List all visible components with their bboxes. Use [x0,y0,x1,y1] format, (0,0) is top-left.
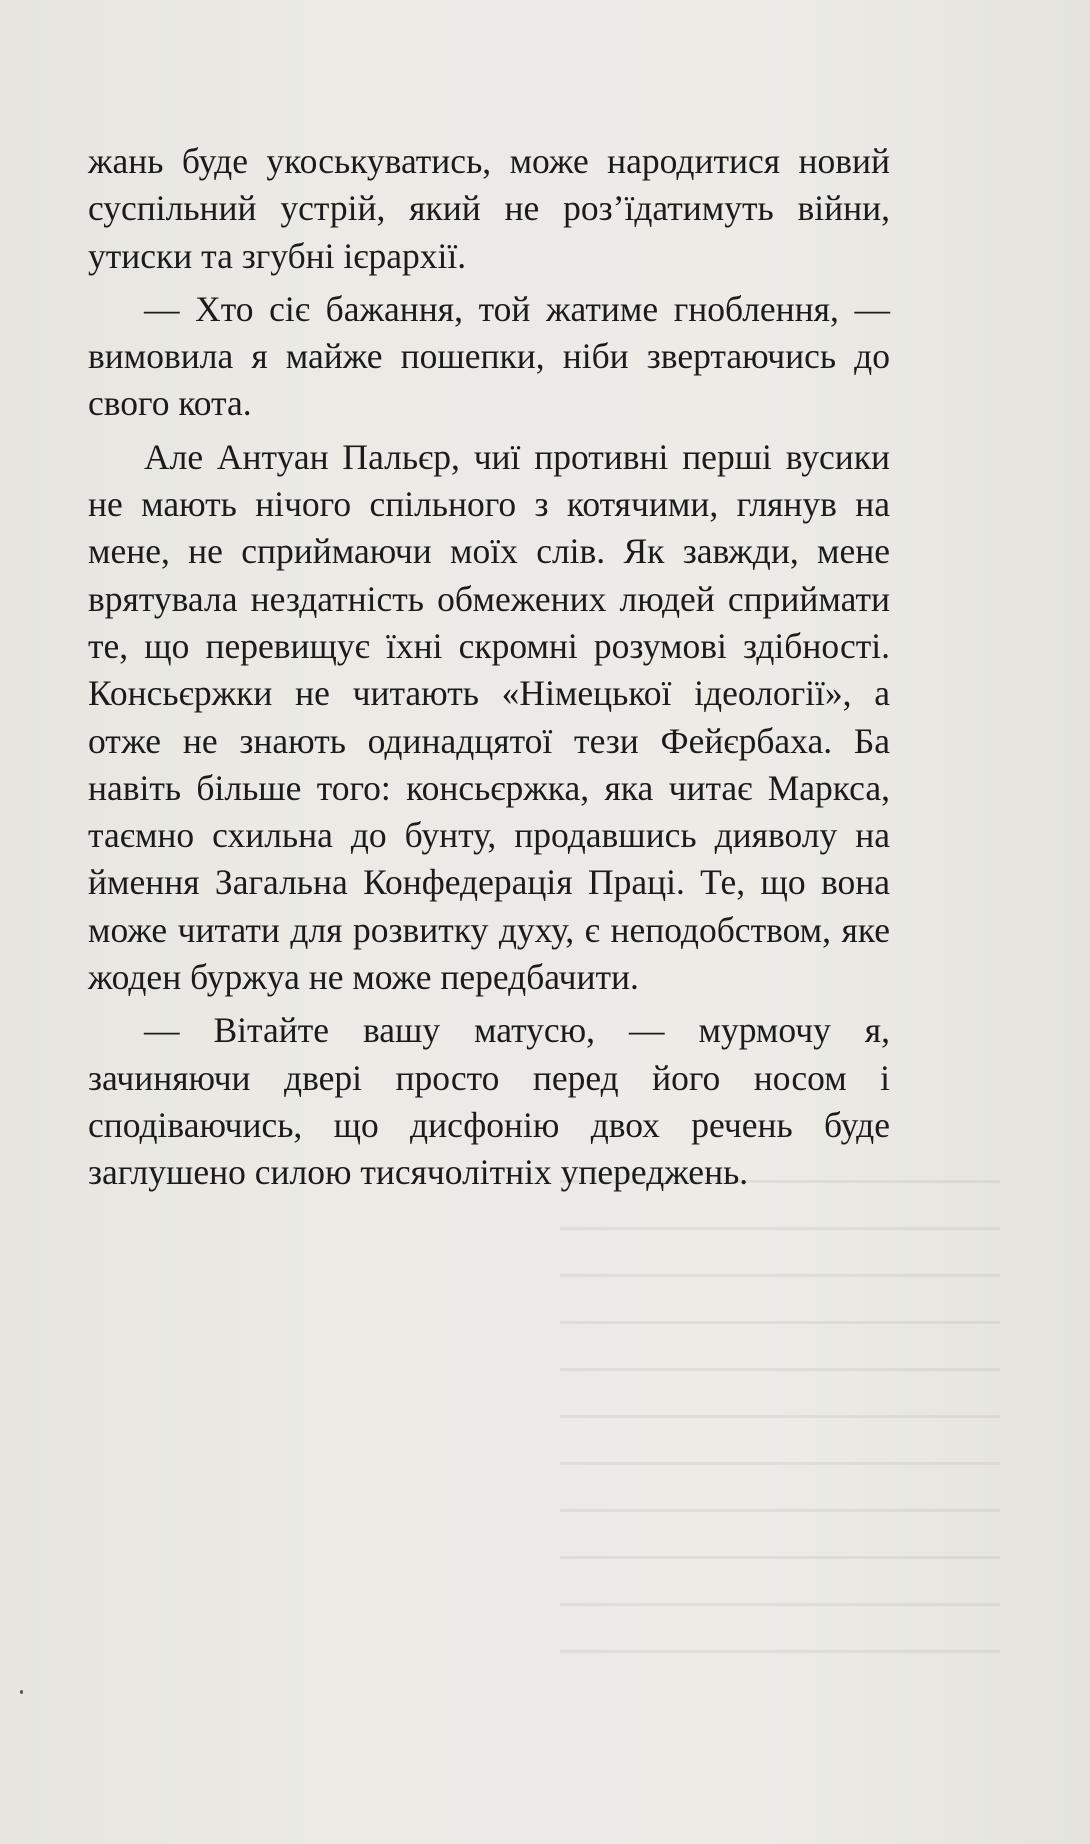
paragraph-4: — Вітайте вашу матусю, — мурмочу я, зачиняючи двері просто перед його носом і сподіваючись, що дисфонію двох речень буде заглушено силою тисячолітніх упереджень. [88,1010,890,1193]
body-text [88,138,890,1197]
paragraph-1: жань буде укоськуватись, може народитися новий суспільний устрій, який не роз’їдатимуть війни, утиски та згубні ієрархії. [88,141,890,276]
paper-speck [20,1690,23,1694]
paragraph-3: Але Антуан Пальєр, чиї противні перші вусики не мають нічого спільного з котячими, глянув на мене, не сприймаючи моїх слів. Як завжди, мене врятувала нездатність обмежених людей сприймати те, що перевищує їхні скромні розумові здібності. Консьєржки не читають «Німецької ідеології», а отже не знають одинадцятої тези Фейєрбаха. Ба навіть більше того: консьєржка, яка читає Маркса, таємно схильна до бунту, продавшись дияволу на ймення Загальна Конфедерація Праці. Те, що вона може читати для розвитку духу, є неподобством, яке жоден буржуа не може передбачити. [88,436,890,998]
paragraph-2: — Хто сіє бажання, той жатиме гноблення, — вимовила я майже пошепки, ніби звертаючись до свого кота. [88,288,890,424]
bleed-through-texture [560,1180,1000,1680]
